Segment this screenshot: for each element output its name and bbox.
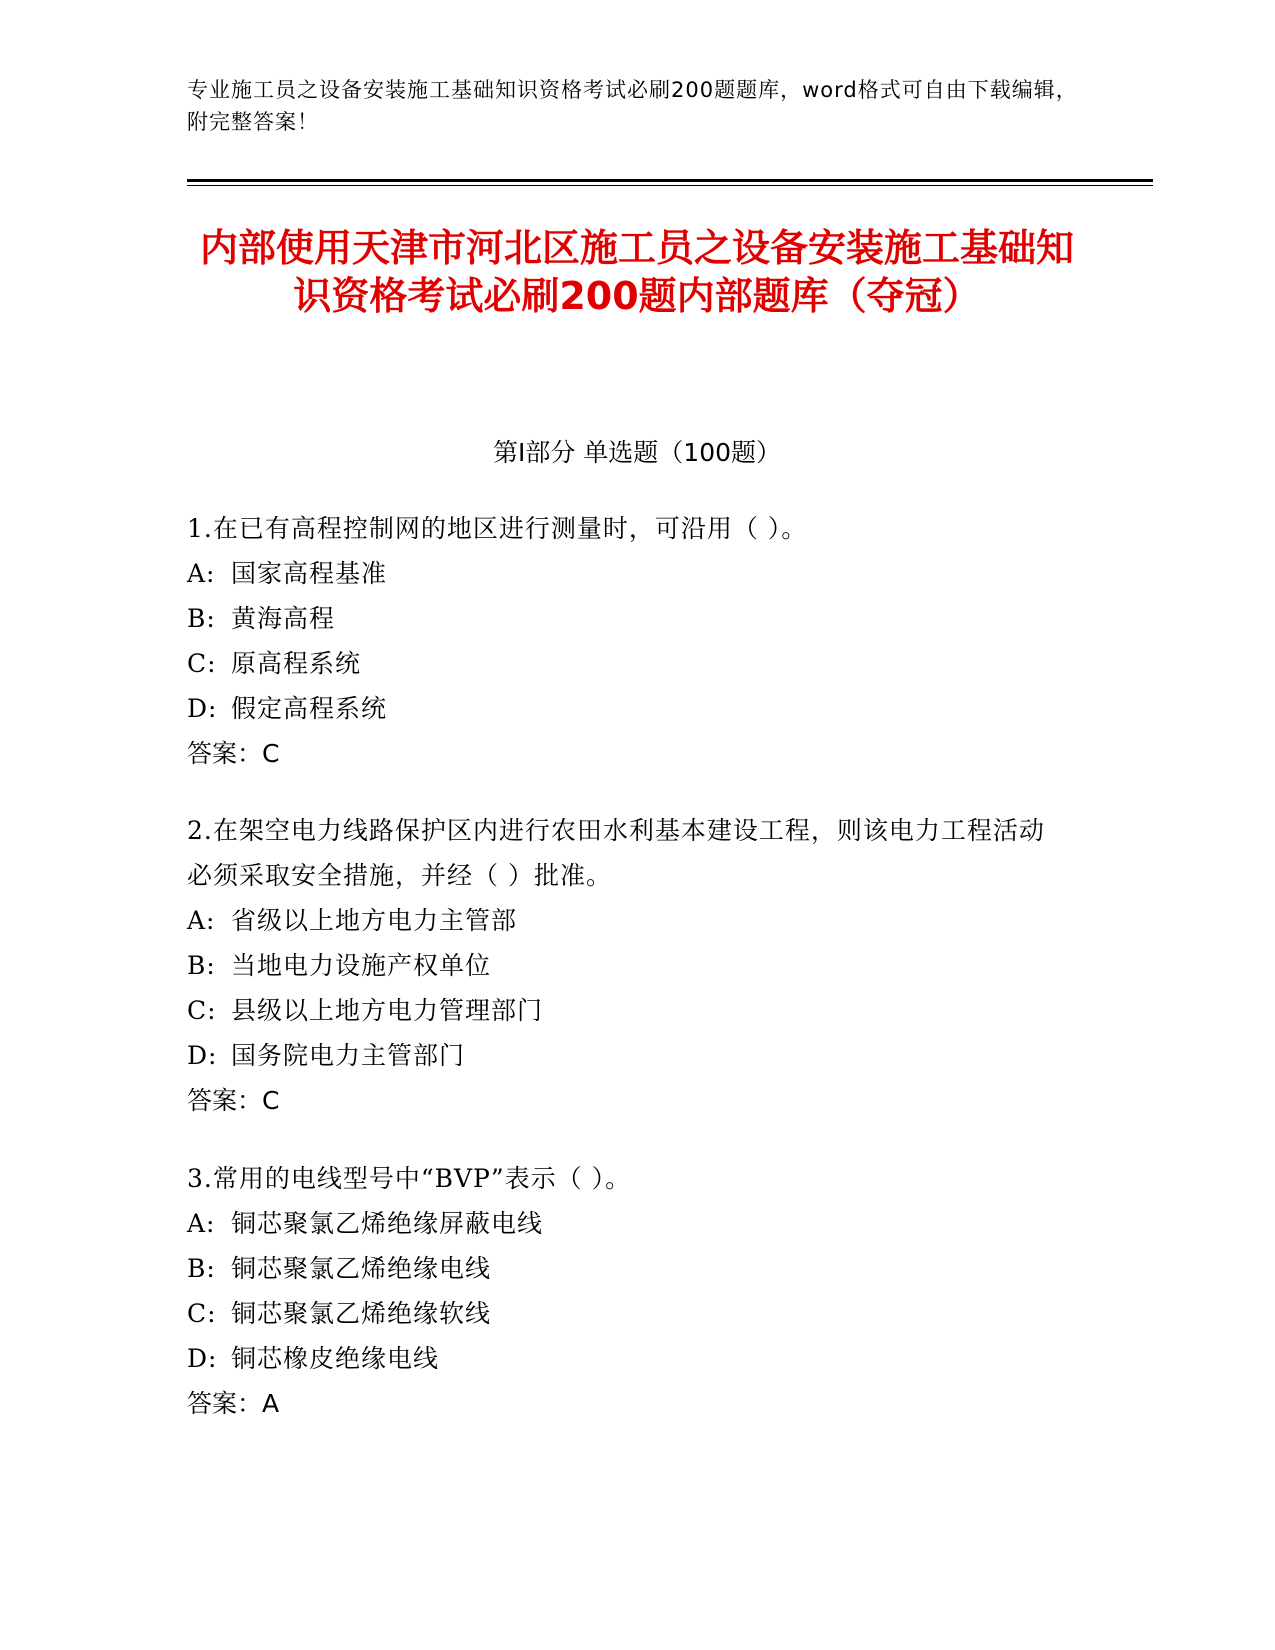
answer-value: C [262, 1086, 280, 1115]
option-letter: C: [187, 996, 217, 1025]
question-stem: 1.在已有高程控制网的地区进行测量时，可沿用（ ）。 [187, 514, 808, 543]
option-text: 黄海高程 [231, 604, 336, 633]
option-letter: D: [187, 1041, 218, 1070]
question-1 [187, 506, 1067, 776]
option-text: 国家高程基准 [231, 559, 388, 588]
question-stem: 3.常用的电线型号中“BVP”表示（ ）。 [187, 1164, 632, 1193]
header-note: 专业施工员之设备安装施工基础知识资格考试必刷200题题库，word格式可自由下载编辑，附完整答案！ [187, 78, 1078, 134]
option-text: 铜芯橡皮绝缘电线 [231, 1344, 440, 1373]
option-letter: A: [187, 906, 216, 935]
question-3 [187, 1156, 1067, 1426]
option-text: 铜芯聚氯乙烯绝缘软线 [231, 1299, 492, 1328]
option-text: 铜芯聚氯乙烯绝缘屏蔽电线 [231, 1209, 544, 1238]
header-rule-thick [187, 179, 1153, 182]
option-b [187, 1246, 1067, 1291]
answer-line [187, 1078, 1067, 1123]
answer-label: 答案： [187, 739, 263, 768]
option-b [187, 943, 1067, 988]
option-a [187, 551, 1067, 596]
option-b [187, 596, 1067, 641]
option-a [187, 898, 1067, 943]
section-title: 第Ⅰ部分 单选题（100题） [492, 438, 782, 467]
option-c [187, 1291, 1067, 1336]
option-letter: C: [187, 1299, 217, 1328]
option-letter: B: [187, 951, 216, 980]
option-text: 假定高程系统 [231, 694, 388, 723]
answer-value: C [262, 739, 280, 768]
option-letter: A: [187, 559, 216, 588]
option-d [187, 686, 1067, 731]
option-c [187, 988, 1067, 1033]
option-text: 国务院电力主管部门 [231, 1041, 466, 1070]
option-text: 原高程系统 [231, 649, 362, 678]
answer-line [187, 731, 1067, 776]
document-title: 内部使用天津市河北区施工员之设备安装施工基础知识资格考试必刷200题内部题库（夺冠） [199, 226, 1074, 318]
answer-line [187, 1381, 1067, 1426]
option-text: 当地电力设施产权单位 [231, 951, 492, 980]
question-2 [187, 808, 1067, 1123]
option-letter: B: [187, 604, 216, 633]
option-c [187, 641, 1067, 686]
option-d [187, 1033, 1067, 1078]
option-letter: C: [187, 649, 217, 678]
answer-label: 答案： [187, 1389, 263, 1418]
option-letter: A: [187, 1209, 216, 1238]
option-text: 省级以上地方电力主管部 [231, 906, 518, 935]
option-text: 县级以上地方电力管理部门 [231, 996, 544, 1025]
option-letter: D: [187, 694, 218, 723]
option-text: 铜芯聚氯乙烯绝缘电线 [231, 1254, 492, 1283]
answer-label: 答案： [187, 1086, 263, 1115]
option-letter: D: [187, 1344, 218, 1373]
option-letter: B: [187, 1254, 216, 1283]
header-rule-thin [187, 185, 1153, 186]
answer-value: A [262, 1389, 280, 1418]
option-a [187, 1201, 1067, 1246]
option-d [187, 1336, 1067, 1381]
question-stem: 2.在架空电力线路保护区内进行农田水利基本建设工程，则该电力工程活动必须采取安全措施，并经（ ）批准。 [187, 816, 1045, 890]
